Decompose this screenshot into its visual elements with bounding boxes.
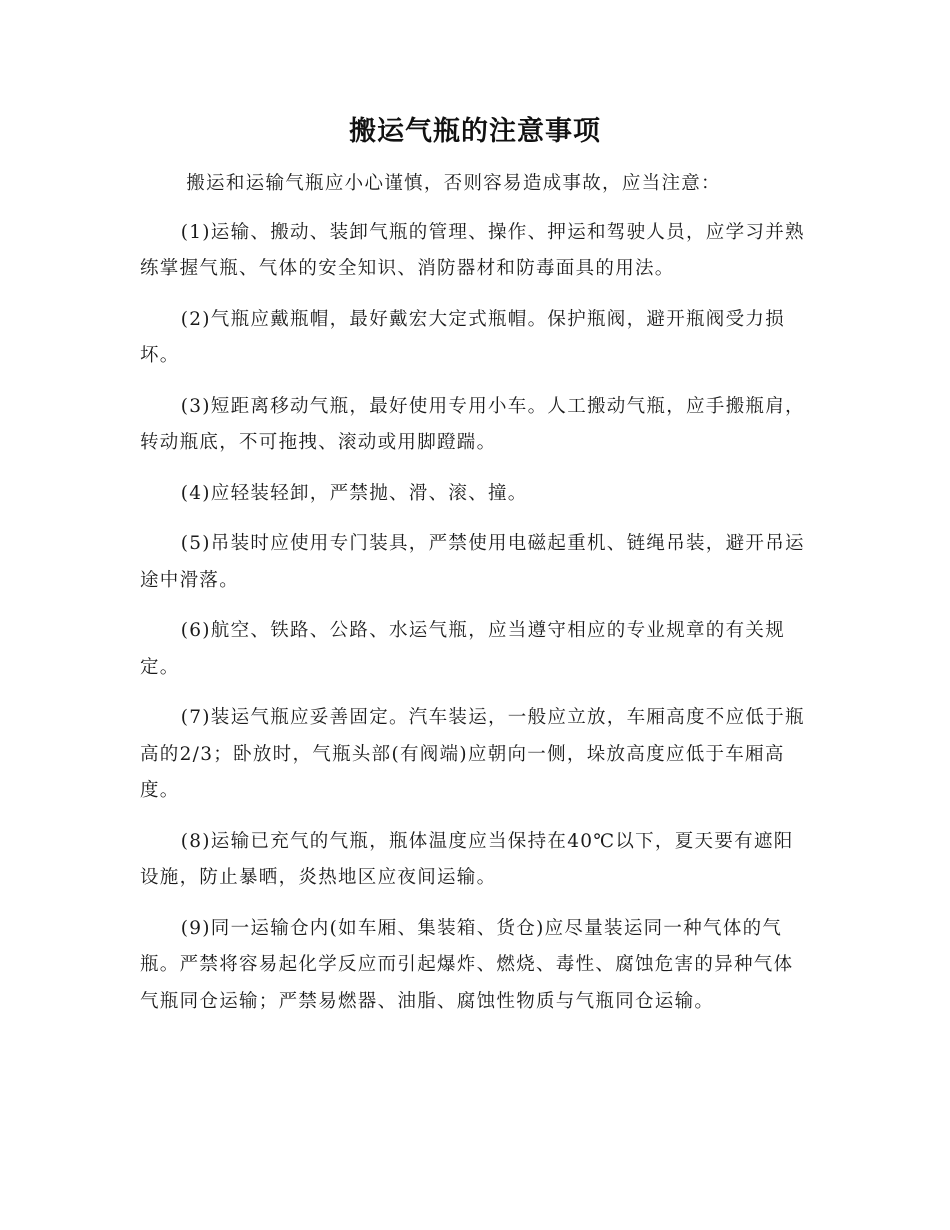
document-title: 搬运气瓶的注意事项 <box>349 116 601 147</box>
paragraph-item-1: (1)运输、搬动、装卸气瓶的管理、操作、押运和驾驶人员，应学习并熟练掌握气瓶、气体的安全知识、消防器材和防毒面具的用法。 <box>140 221 805 279</box>
paragraph-item-8: (8)运输已充气的气瓶，瓶体温度应当保持在40℃以下，夏天要有遮阳设施，防止暴晒，炎热地区应夜间运输。 <box>140 830 794 888</box>
paragraph-item-2: (2)气瓶应戴瓶帽，最好戴宏大定式瓶帽。保护瓶阀，避开瓶阀受力损坏。 <box>140 308 785 366</box>
paragraph-item-7: (7)装运气瓶应妥善固定。汽车装运，一般应立放，车厢高度不应低于瓶高的2/3；卧放时，气瓶头部(有阀端)应朝向一侧，垛放高度应低于车厢高度。 <box>140 707 805 801</box>
paragraph-item-9: (9)同一运输仓内(如车厢、集装箱、货仓)应尽量装运同一种气体的气瓶。严禁将容易起化学反应而引起爆炸、燃烧、毒性、腐蚀危害的异种气体气瓶同仓运输；严禁易燃器、油脂、腐蚀性物质与气瓶同仓运输。 <box>140 917 794 1012</box>
paragraph-item-3: (3)短距离移动气瓶，最好使用专用小车。人工搬动气瓶，应手搬瓶肩，转动瓶底，不可拖拽、滚动或用脚蹬踹。 <box>140 395 805 453</box>
document-body <box>140 166 808 1034</box>
paragraph-item-4: (4)应轻装轻卸，严禁抛、滑、滚、撞。 <box>180 482 528 504</box>
paragraph-item-6: (6)航空、铁路、公路、水运气瓶，应当遵守相应的专业规章的有关规定。 <box>140 620 785 678</box>
paragraph-item-5: (5)吊装时应使用专门装具，严禁使用电磁起重机、链绳吊装，避开吊运途中滑落。 <box>140 533 805 591</box>
intro-paragraph: 搬运和运输气瓶应小心谨慎，否则容易造成事故，应当注意： <box>186 173 721 194</box>
